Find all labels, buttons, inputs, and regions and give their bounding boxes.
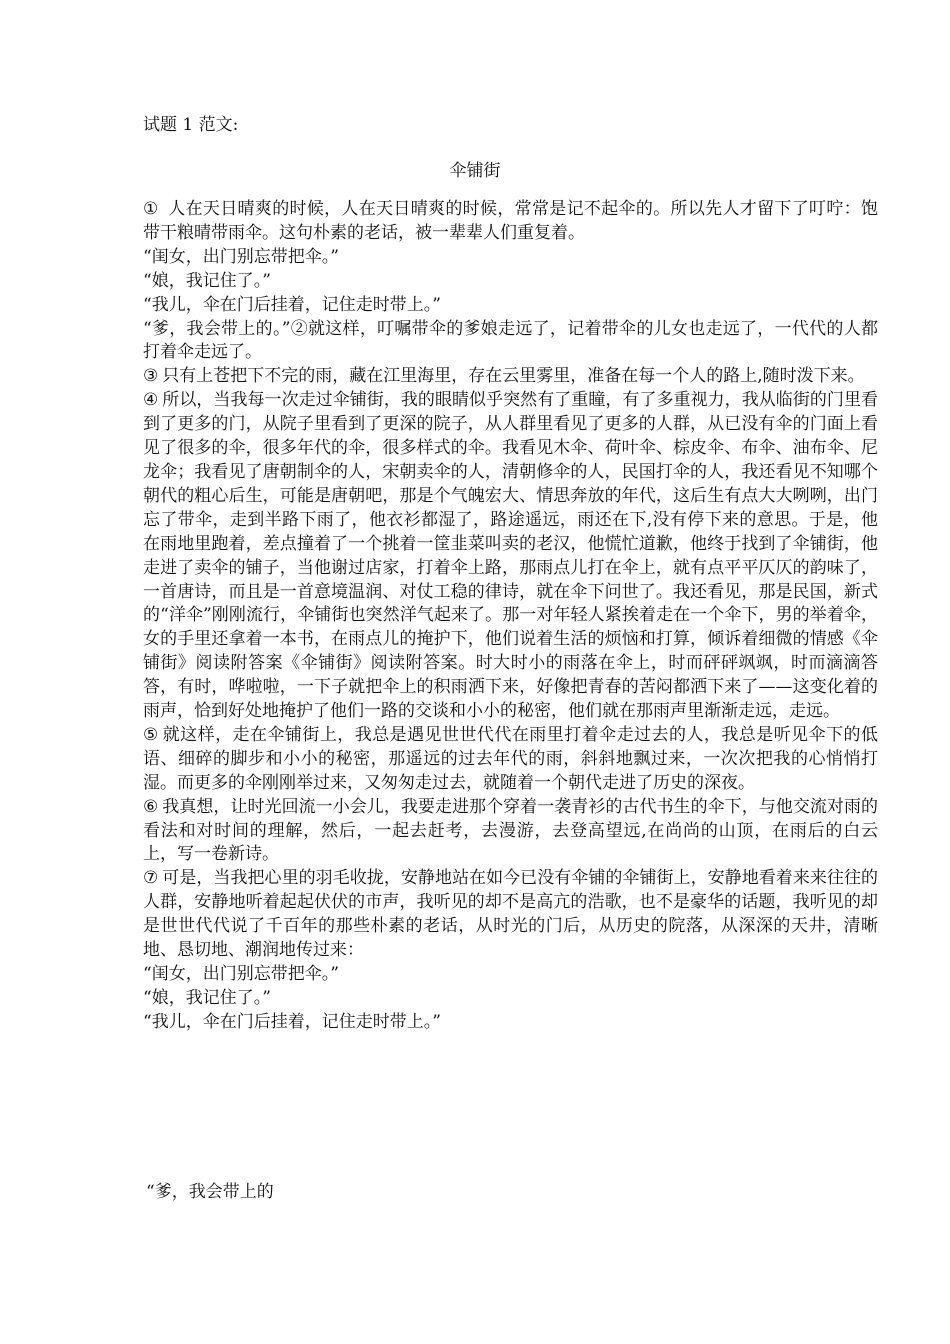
paragraph-number: ⑥ [143,796,159,817]
paragraph-number: ① [143,199,159,219]
dialogue-line [143,270,878,294]
paragraph [143,365,878,389]
dialogue-line [143,1011,878,1035]
paragraph-text: 所以，当我每一次走过伞铺街，我的眼睛似乎突然有了重瞳，有了多重视力，我从临街的门里看到了更多的门，从院子里看到了更深的院子，从人群里看见了更多的人群，从已没有伞的门面上看见了很多的伞，很多年代的伞，很多样式的伞。我看见木伞、荷叶伞、棕皮伞、布伞、油布伞、尼龙伞；我看见了唐朝制伞的人，宋朝卖伞的人，清朝修伞的人，民国打伞的人，我还看见不知哪个朝代的粗心后生，可能是唐朝吧，那是个气魄宏大、情思奔放的年代，这后生有点大大咧咧，出门忘了带伞，走到半路下雨了，他衣衫都湿了，路途遥远，雨还在下,没有停下来的意思。于是，他在雨地里跑着，差点撞着了一个挑着一筐韭菜叫卖的老汉，他慌忙道歉，他终于找到了伞铺街，他走进了卖伞的铺子，当他谢过店家，打着伞上路，那雨点儿打在伞上，就有点平平仄仄的韵味了，一首唐诗，而且是一首意境温润、对仗工稳的律诗，就在伞下问世了。我还看见，那是民国，新式的“洋伞”刚刚流行，伞铺街也突然洋气起来了。那一对年轻人紧挨着走在一个伞下，男的举着伞，女的手里还拿着一本书，在雨点儿的掩护下，他们说着生活的烦恼和打算，倾诉着细微的情感《伞铺街》阅读附答案《伞铺街》阅读附答案。时大时小的雨落在伞上，时而砰砰飒飒，时而滴滴答答，有时，哗啦啦，一下子就把伞上的积雨洒下来，好像把青春的苦闷都洒下来了——这变化着的雨声，恰到好处地掩护了他们一路的交谈和小小的秘密，他们就在那雨声里渐渐走远，走远。 [143,390,879,722]
paragraph-text: 我真想，让时光回流一小会儿，我要走进那个穿着一袭青衫的古代书生的伞下，与他交流对雨的看法和对时间的理解，然后，一起去赶考，去漫游，去登高望远,在尚尚的山顶，在雨后的白云上，写一卷新诗。 [143,796,879,865]
dialogue-line [143,963,878,987]
paragraph-text: “我儿，伞在门后挂着，记住走时带上。” [143,1011,441,1032]
exam-heading: 试题 1 范文: [143,115,239,135]
dialogue-line [143,987,878,1011]
paragraph-text: “娘，我记住了。” [143,270,271,291]
paragraph-number: ⑦ [143,868,159,889]
paragraph-text: 人在天日晴爽的时候，人在天日晴爽的时候，常常是记不起伞的。所以先人才留下了叮咛：饱带干粮晴带雨伞。这句朴素的老话，被一辈辈人们重复着。 [143,199,878,243]
dialogue-line [143,294,878,318]
paragraph [143,389,878,724]
paragraph-text: “爹，我会带上的。”②就这样，叮嘱带伞的爹娘走远了，记着带伞的儿女也走远了，一代代的人都打着伞走远了。 [143,318,878,363]
dialogue-line [143,318,878,366]
paragraph-number: ③ [143,366,159,387]
paragraph [143,796,878,868]
paragraph-text: 只有上苍把下不完的雨，藏在江里海里，存在云里雾里，准备在每一个人的路上,随时泼下来。 [162,366,865,387]
essay-title: 伞铺街 [449,161,501,181]
paragraph [143,867,878,963]
paragraph-text: 就这样，走在伞铺街上，我总是遇见世世代代在雨里打着伞走过去的人，我总是听见伞下的低语、细碎的脚步和小小的秘密，那遥远的过去年代的雨，斜斜地飘过来，一次次把我的心悄悄打湿。而更多的伞刚刚举过来，又匆匆走过去，就随着一个朝代走进了历史的深夜。 [143,724,878,793]
paragraph-text: 可是，当我把心里的羽毛收拢，安静地站在如今已没有伞铺的伞铺街上，安静地看着来来往往的人群，安静地听着起起伏伏的市声，我听见的却不是高亢的浩歌，也不是豪华的话题，我听见的却是世世代代说了千百年的那些朴素的老话，从时光的门后，从历史的院落，从深深的天井，清晰地、恳切地、潮润地传过来： [143,868,879,961]
final-line: “爹，我会带上的 [146,1182,274,1202]
paragraph-number: ⑤ [143,724,159,745]
paragraph [143,198,878,246]
essay-body [143,198,878,1035]
paragraph-number: ④ [143,390,159,411]
paragraph-text: “娘，我记住了。” [143,987,271,1008]
paragraph-text: “我儿，伞在门后挂着，记住走时带上。” [143,294,441,315]
dialogue-line [143,246,878,270]
paragraph [143,724,878,796]
paragraph-text: “闺女，出门别忘带把伞。” [143,964,339,984]
paragraph-text: “闺女，出门别忘带把伞。” [143,246,339,267]
